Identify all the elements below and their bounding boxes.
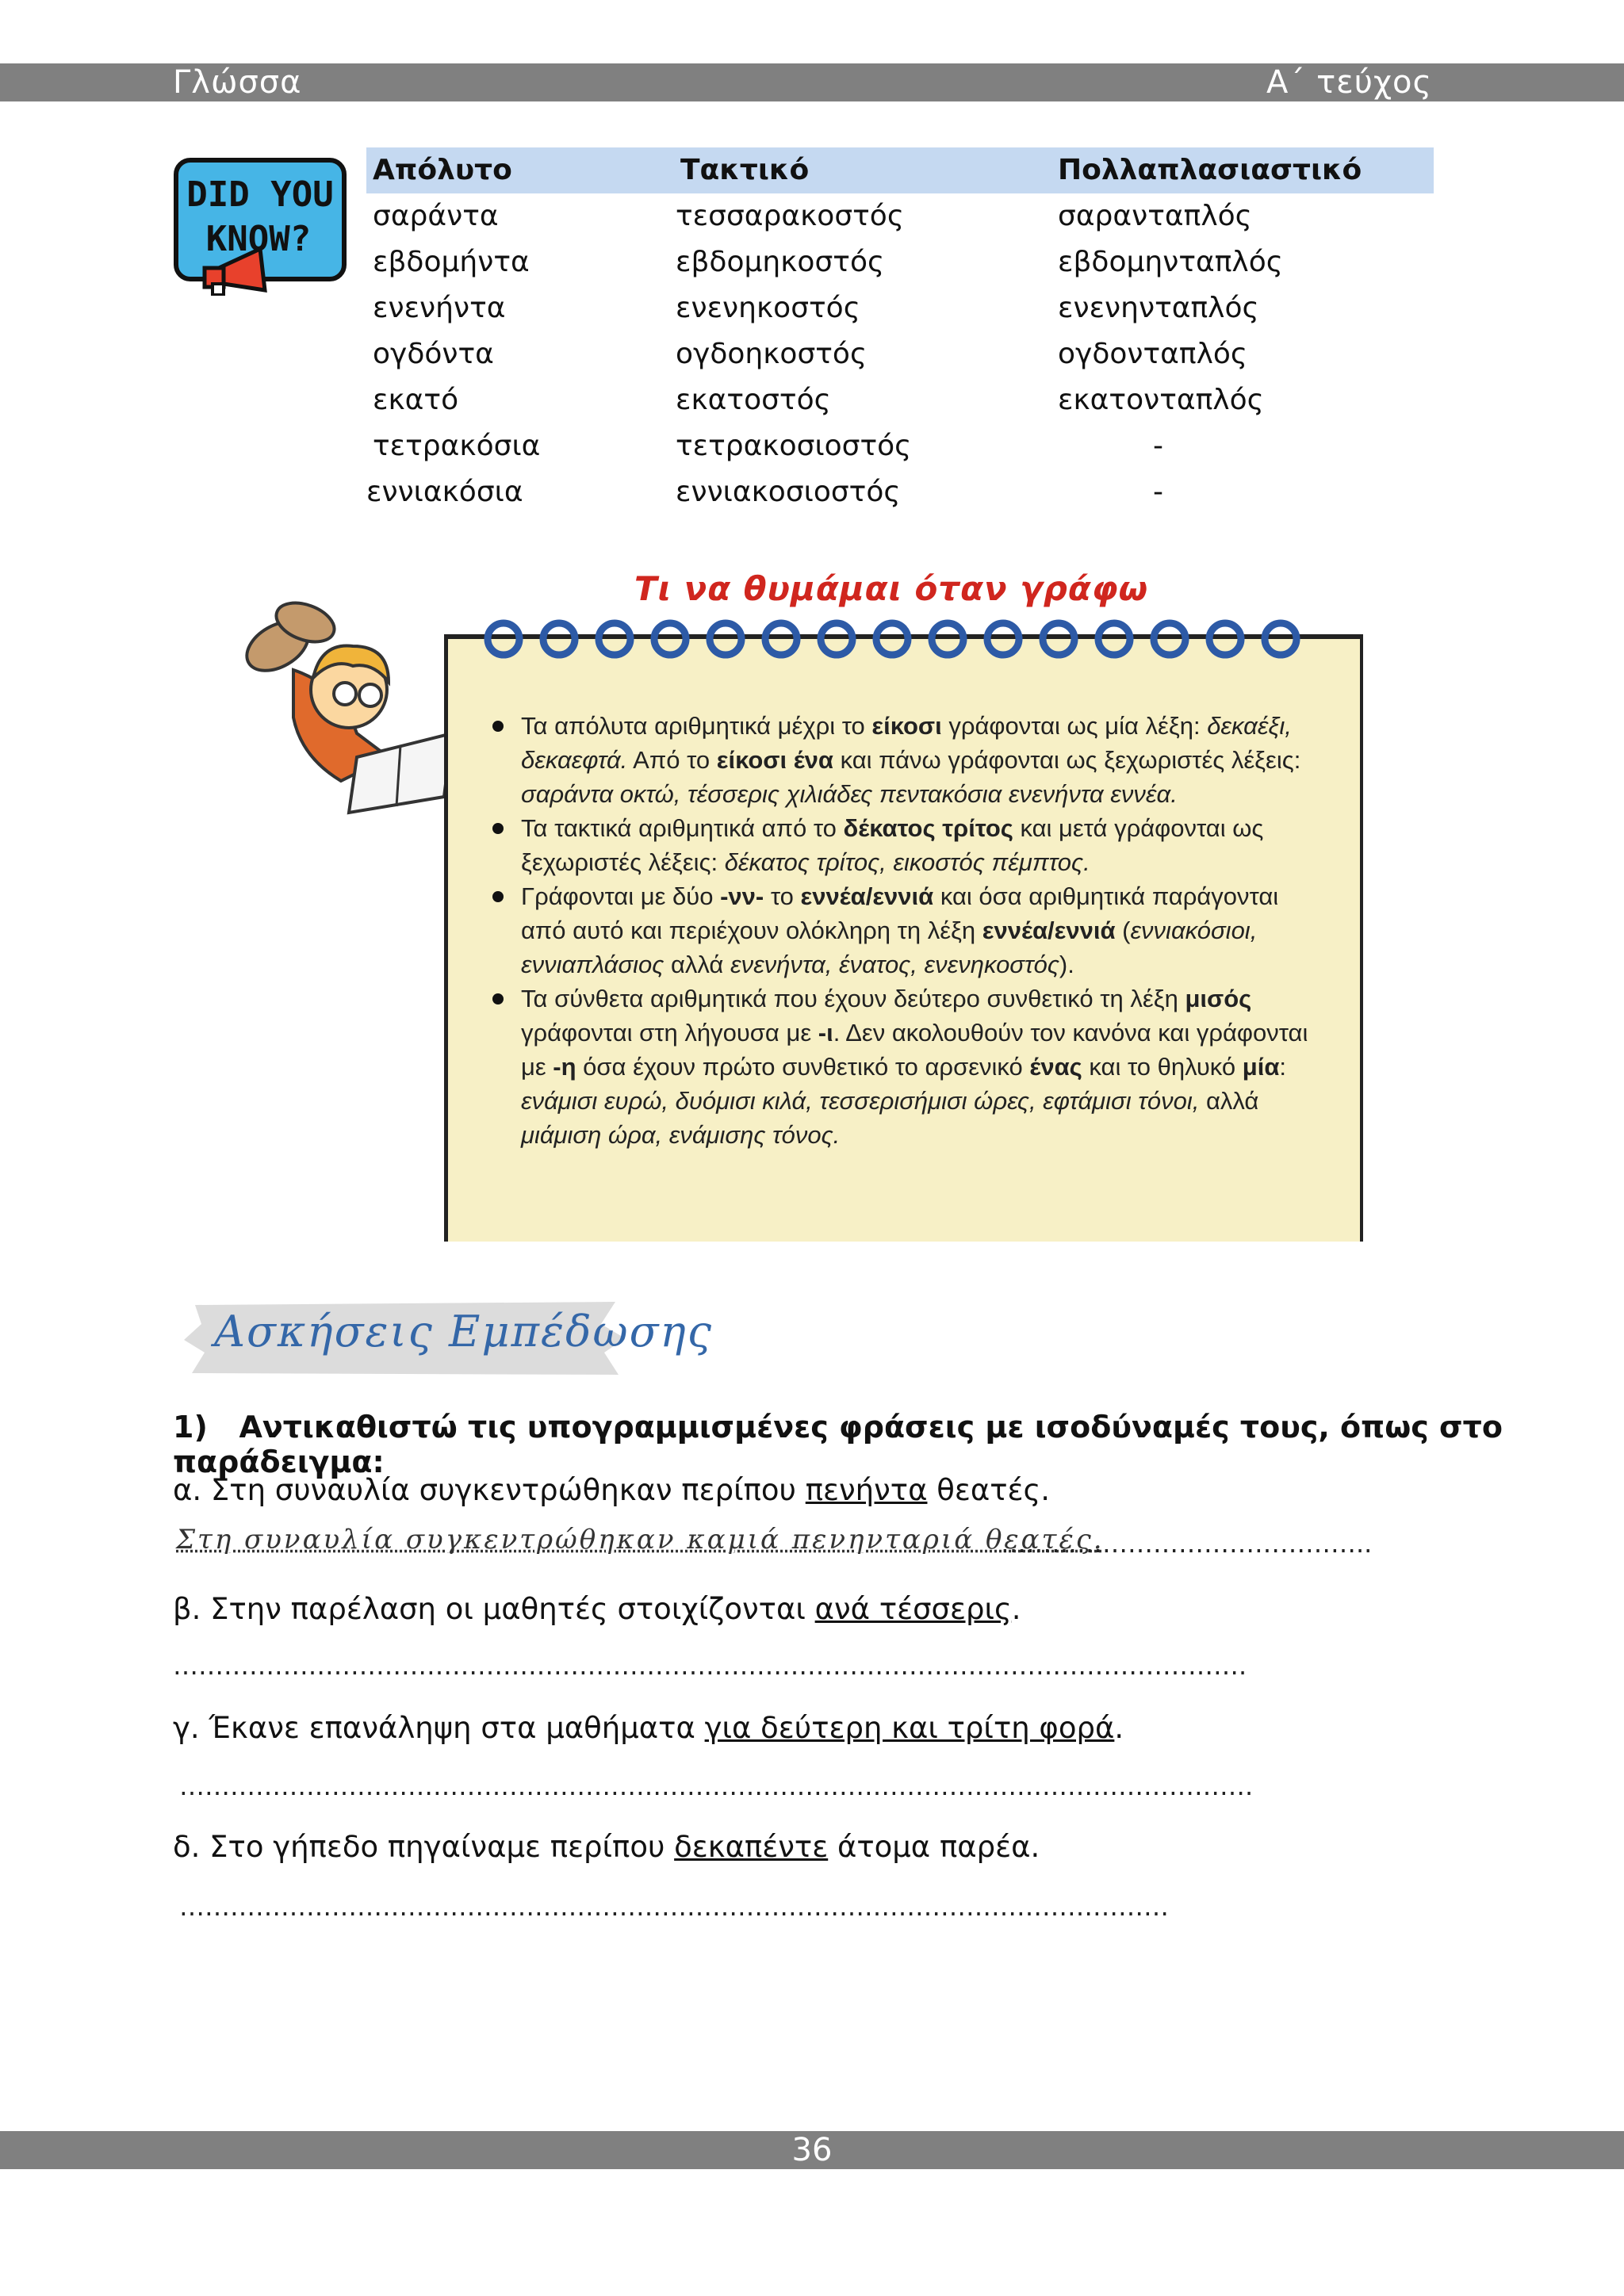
remember-notebook: [444, 634, 1363, 1242]
table-cell: εβδομήντα: [373, 246, 530, 278]
did-you-know-line2: KNOW?: [205, 219, 312, 259]
answer-a-dots: ……………………………………..: [1001, 1529, 1373, 1559]
table-row: [366, 239, 1434, 285]
table-cell: τεσσαρακοστός: [676, 200, 904, 232]
header-subject: Γλώσσα: [173, 64, 302, 101]
table-cell: εβδομηκοστός: [676, 246, 885, 278]
answer-d-dots[interactable]: ………………………………………………………………………………………………………: [179, 1892, 1169, 1922]
table-cell: εννιακόσια: [366, 476, 523, 508]
table-row: [366, 469, 1434, 515]
exercise-item-a: α. Στη συναυλία συγκεντρώθηκαν περίπου πενήντα θεατές.: [173, 1473, 1051, 1507]
remember-title: Τι να θυμάμαι όταν γράφω: [634, 569, 1149, 608]
reading-kid-illustration: [222, 599, 460, 821]
answer-b-dots[interactable]: ……………………………………………………………………………………………………………….: [173, 1651, 1247, 1681]
table-header-cell: Τακτικό: [680, 154, 810, 186]
header-bar: [0, 63, 1624, 101]
page-number: 36: [791, 2132, 833, 2168]
table-row: [366, 423, 1434, 469]
exercise-item-d: δ. Στο γήπεδο πηγαίναμε περίπου δεκαπέντε άτομα παρέα.: [173, 1830, 1040, 1864]
list-item: Τα σύνθετα αριθμητικά που έχουν δεύτερο συνθετικό τη λέξη μισός γράφονται στη λήγουσα με -ι. Δεν ακολουθούν τον κανόνα και γράφονται με -η όσα έχουν πρώτο συνθετικό το αρσενικό ένας και το θηλυκό μία: ενάμισι ευρώ, δυόμισι κιλά, τεσσερισήμισι ώρες, εφτάμισι τόνοι, αλλά μιάμιση ώρα, ενάμισης τόνος.: [488, 982, 1328, 1152]
table-cell: εννιακοσιοστός: [676, 476, 901, 508]
table-cell: εκατονταπλός: [1058, 384, 1264, 416]
list-item: Τα τακτικά αριθμητικά από το δέκατος τρίτος και μετά γράφονται ως ξεχωριστές λέξεις: δέκατος τρίτος, εικοστός πέμπτος.: [488, 811, 1328, 879]
header-volume: Α΄ τεύχος: [1266, 64, 1432, 101]
list-item: Τα απόλυτα αριθμητικά μέχρι το είκοσι γράφονται ως μία λέξη: δεκαέξι, δεκαεφτά. Από το είκοσι ένα και πάνω γράφονται ως ξεχωριστές λέξεις: σαράντα οκτώ, τέσσερις χιλιάδες πεντακόσια ενενήντα εννέα.: [488, 709, 1328, 811]
table-cell: -: [1153, 476, 1163, 508]
table-cell: ογδονταπλός: [1058, 338, 1248, 370]
table-cell: τετρακόσια: [373, 430, 541, 462]
answer-c-dots[interactable]: ……………………………………………………………………………………………………………….: [179, 1771, 1254, 1801]
question-1: 1) Αντικαθιστώ τις υπογραμμισμένες φράσεις με ισοδύναμές τους, όπως στο παράδειγμα:: [173, 1410, 1503, 1479]
did-you-know-icon: [173, 157, 351, 296]
table-row: [366, 193, 1434, 239]
table-row: [366, 377, 1434, 423]
numerals-table: [366, 147, 1434, 515]
table-header-row: [366, 147, 1434, 193]
table-cell: ενενηκοστός: [676, 292, 860, 324]
table-cell: σαρανταπλός: [1058, 200, 1252, 232]
table-cell: τετρακοσιοστός: [676, 430, 912, 462]
table-row: [366, 285, 1434, 331]
table-cell: σαράντα: [373, 200, 499, 232]
table-cell: εκατό: [373, 384, 459, 416]
remember-list: [488, 709, 1328, 1152]
answer-a[interactable]: Στη συναυλία συγκεντρώθηκαν καμιά πενηνταριά θεατές.: [176, 1524, 1105, 1556]
table-cell: εκατοστός: [676, 384, 831, 416]
exercises-banner-title: Ασκήσεις Εμπέδωσης: [214, 1307, 714, 1357]
list-item: Γράφονται με δύο -νν- το εννέα/εννιά και όσα αριθμητικά παράγονται από αυτό και περιέχουν ολόκληρη τη λέξη εννέα/εννιά (εννιακόσιοι, εννιαπλάσιος αλλά ενενήντα, ένατος, ενενηκοστός).: [488, 879, 1328, 982]
table-cell: ογδόντα: [373, 338, 494, 370]
table-cell: εβδομηνταπλός: [1058, 246, 1283, 278]
table-cell: ενενηνταπλός: [1058, 292, 1259, 324]
table-cell: ογδοηκοστός: [676, 338, 868, 370]
table-header-cell: Πολλαπλασιαστικό: [1058, 154, 1362, 186]
exercise-item-b: β. Στην παρέλαση οι μαθητές στοιχίζονται ανά τέσσερις.: [173, 1592, 1021, 1626]
table-row: [366, 331, 1434, 377]
did-you-know-line1: DID YOU: [186, 174, 334, 215]
table-cell: -: [1153, 430, 1163, 462]
table-header-cell: Απόλυτο: [373, 154, 512, 186]
spiral-binding: [480, 607, 1336, 679]
exercise-item-c: γ. Έκανε επανάληψη στα μαθήματα για δεύτερη και τρίτη φορά.: [173, 1711, 1124, 1745]
table-cell: ενενήντα: [373, 292, 506, 324]
